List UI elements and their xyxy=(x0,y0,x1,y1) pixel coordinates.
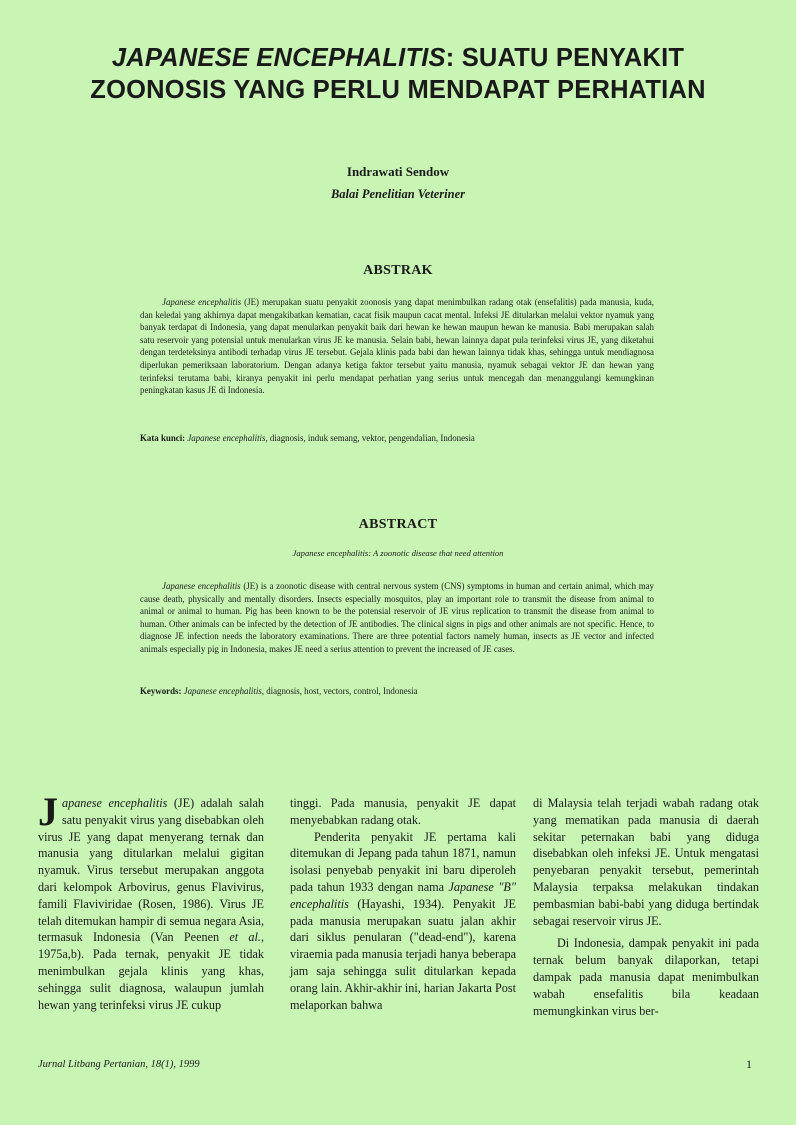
title-italic: JAPANESE ENCEPHALITIS xyxy=(111,44,446,72)
title-line-1: JAPANESE ENCEPHALITIS: SUATU PENYAKIT xyxy=(111,44,685,72)
col2-paragraph-2: Penderita penyakit JE pertama kali ditemukan di Jepang pada tahun 1871, namun isolasi penyebab penyakit ini baru diperoleh pada tahun 1933 dengan nama Japanese "B" encephalitis (Hayashi, 1934). Penyakit JE pada manusia merupakan suatu jalan akhir dari siklus penularan ("dead-end"), karena viraemia pada manusia terjadi hanya beberapa jam saja sehingga sulit ditularkan kepada orang lain. Akhir-akhir ini, harian Jakarta Post melaporkan bahwa xyxy=(290,829,516,1012)
col2-paragraph-1: tinggi. Pada manusia, penyakit JE dapat menyebabkan radang otak. xyxy=(290,796,516,827)
abstract-keywords: Keywords: Japanese encephalitis, diagnosis, host, vectors, control, Indonesia xyxy=(140,686,418,696)
author-affiliation: Balai Penelitian Veteriner xyxy=(330,187,466,201)
abstrak-keywords: Kata kunci: Japanese encephalitis, diagnosis, induk semang, vektor, pengendalian, Indonesia xyxy=(140,433,475,443)
abstrak-heading: ABSTRAK xyxy=(363,263,433,278)
abstrak-body: Japanese encephalitis (JE) merupakan suatu penyakit zoonosis yang dapat menimbulkan radang otak (ensefalitis) pada manusia, kuda, dan keledai yang akhirnya dapat mengakibatkan kematian, cacat fisik maupun cacat mental. Infeksi JE ditularkan melalui vektor nyamuk yang banyak terdapat di Indonesia, yang dapat menularkan penyakit baik dari hewan ke hewan maupun hewan ke manusia. Babi merupakan salah satu reservoir yang potensial untuk menularkan virus JE ke manusia. Selain babi, hewan lainnya dapat pula terinfeksi virus JE, yang diketahui dengan terdeteksinya antibodi terhadap virus JE tersebut. Gejala klinis pada babi dan hewan lainnya tidak khas, sehingga untuk mendiagnosa diperlukan pemeriksaan laboratorium. Dengan adanya ketiga faktor tersebut yaitu manusia, nyamuk sebagai vektor JE dan hewan yang terinfeksi terutama babi, kiranya penyakit ini perlu mendapat perhatian yang serius untuk mencegah dan menanggulangi kemungkinan peningkatan kasus JE di Indonesia. xyxy=(140,297,655,396)
journal-citation: Jurnal Litbang Pertanian, 18(1), 1999 xyxy=(38,1059,200,1070)
author-name: Indrawati Sendow xyxy=(346,164,450,179)
abstract-heading: ABSTRACT xyxy=(358,517,438,532)
abstract-body: Japanese encephalitis (JE) is a zoonotic disease with central nervous system (CNS) symptoms in human and certain animal, which may cause death, physically and mentally disorders. Insects especially mosquitos, play an important role to transmit the disease from animal to animal or animal to human. Pig has been known to be the potensial reservoir of JE virus replication to transmit the disease from animal to human. Other animals can be infected by the detection of JE antibodies. The clinical signs in pigs and other animals are not specific. Hence, to diagnose JE infection needs the laboratory examinations. There are three potential factors namely human, insects as JE vector and infected animals especially pig in Indonesia, makes JE need a serius attention to prevent the increased of JE cases. xyxy=(140,581,654,654)
body-column-1: Japanese encephalitis (JE) adalah salah satu penyakit virus yang disebabkan oleh virus JE yang dapat menyerang ternak dan manusia yang ditularkan melalui gigitan nyamuk. Virus tersebut merupakan anggota dari kelompok Arbovirus, genus Flavivirus, famili Flaviviridae (Rosen, 1986). Virus JE telah ditemukan hampir di semua negara Asia, termasuk Indonesia (Van Peenen et al., 1975a,b). Pada ternak, penyakit JE tidak menimbulkan gejala klinis yang khas, sehingga sulit diagnosa, walaupun jumlah hewan yang terinfeksi virus JE cukup xyxy=(38,789,265,1012)
body-column-2 xyxy=(290,795,516,1013)
title-line-2: ZOONOSIS YANG PERLU MENDAPAT PERHATIAN xyxy=(90,76,706,104)
article-title xyxy=(40,42,756,106)
page-number: 1 xyxy=(746,1057,752,1071)
drop-cap: J xyxy=(38,789,58,834)
col3-paragraph-1: di Malaysia telah terjadi wabah radang otak yang mematikan pada manusia di daerah sekitar peternakan babi yang diduga disebabkan oleh infeksi JE. Untuk mengatasi penyebaran penyakit tersebut, pemerintah Malaysia terpaksa melakukan tindakan pembasmian babi-babi yang diduga bertindak sebagai reservoir virus JE. xyxy=(533,796,759,928)
abstract-subtitle: Japanese encephalitis: A zoonotic disease that need attention xyxy=(292,548,504,558)
body-column-3 xyxy=(533,795,759,1019)
col3-paragraph-2: Di Indonesia, dampak penyakit ini pada ternak belum banyak dilaporkan, tetapi dampak pada manusia dapat menimbulkan wabah ensefalitis bila keadaan memungkinkan virus ber- xyxy=(533,936,759,1018)
